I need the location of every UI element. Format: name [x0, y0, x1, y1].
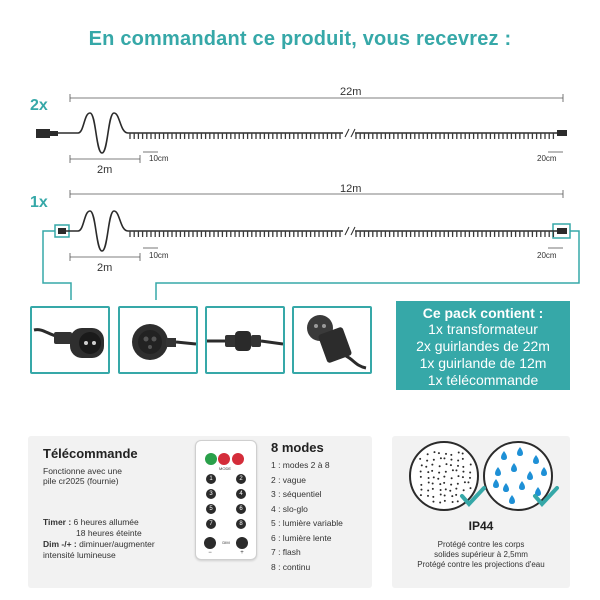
remote-dim-line2: intensité lumineuse — [43, 550, 116, 560]
dust-particle — [445, 453, 447, 455]
quantity-12m: 1x — [30, 194, 48, 211]
dust-particle — [444, 494, 446, 496]
dust-particle — [440, 457, 442, 459]
remote-key-8: 8 — [236, 519, 246, 529]
dust-particle — [451, 495, 453, 497]
remote-key-1: 1 — [206, 474, 216, 484]
dust-particle — [433, 459, 435, 461]
dust-particle — [452, 469, 454, 471]
remote-timer-line1 — [43, 517, 139, 527]
dust-particle — [432, 501, 434, 503]
mode-item: 6 : lumière lente — [271, 532, 332, 543]
mode-item: 4 : slo-glo — [271, 503, 308, 514]
pack-item-remote: 1x télécommande — [427, 372, 539, 388]
dust-particle — [450, 464, 452, 466]
garland-22m — [36, 113, 567, 153]
transformer-icon — [294, 308, 370, 372]
dust-particle — [444, 500, 446, 502]
extension-connector-icon — [207, 308, 283, 372]
dust-particle — [420, 484, 422, 486]
dust-particle — [419, 458, 421, 460]
dust-particle — [432, 496, 434, 498]
dust-particle — [455, 494, 457, 496]
dust-particle — [427, 495, 429, 497]
dust-particle — [443, 482, 445, 484]
dust-particle — [451, 477, 453, 479]
modes-title: 8 modes — [271, 440, 324, 455]
dust-particle — [445, 488, 447, 490]
dust-particle — [463, 489, 465, 491]
dust-particle — [469, 477, 471, 479]
bulb-spacing-end-12m: 20cm — [537, 251, 557, 260]
dust-particle — [439, 465, 441, 467]
mode-item: 8 : continu — [271, 561, 311, 572]
dust-particle — [462, 466, 464, 468]
remote-key-6: 6 — [236, 504, 246, 514]
dust-particle — [470, 463, 472, 465]
remote-key-3: 3 — [206, 489, 216, 499]
dust-particle — [438, 452, 440, 454]
pack-contents-panel — [396, 301, 570, 390]
bulb-spacing-start-22m: 10cm — [149, 154, 169, 163]
mode-item: 1 : modes 2 à 8 — [271, 460, 330, 470]
extension-connector-box — [205, 306, 285, 374]
remote-key-7: 7 — [206, 519, 216, 529]
dust-particle — [440, 493, 442, 495]
dust-particle — [426, 460, 428, 462]
remote-control-image — [195, 440, 257, 560]
dust-particle — [462, 471, 464, 473]
dust-particle — [427, 471, 429, 473]
timer-on: 6 heures allumée — [71, 517, 139, 527]
dust-particle — [449, 490, 451, 492]
dust-particle — [420, 476, 422, 478]
plus-sign: + — [240, 550, 244, 556]
bulb-spacing-end-22m: 20cm — [537, 154, 557, 163]
dust-particle — [469, 471, 471, 473]
male-connector-icon — [32, 308, 108, 372]
mode-item: 2 : vague — [271, 474, 306, 485]
mode-label: MODE — [219, 466, 231, 471]
length-label-12m: 12m — [340, 183, 362, 195]
dust-particle — [431, 470, 433, 472]
dimension-line-12m — [70, 190, 563, 261]
remote-battery-line1: Fonctionne avec une — [43, 466, 122, 476]
dust-particle — [455, 488, 457, 490]
remote-key-2: 2 — [236, 474, 246, 484]
mode-item: 3 : séquentiel — [271, 489, 322, 499]
dim-key-label: DIM — [222, 540, 230, 545]
dim-minus-key — [204, 537, 216, 549]
remote-battery-line2: pile cr2025 (fournie) — [43, 476, 119, 486]
lead-length-12m: 2m — [97, 262, 113, 274]
bulb-spacing-start-12m: 10cm — [149, 251, 169, 260]
ip-description-line2: solides supérieur à 2,5mm — [434, 550, 528, 559]
dust-particle — [462, 476, 464, 478]
dust-particle — [420, 494, 422, 496]
pack-item-transformer: 1x transformateur — [428, 321, 538, 337]
dust-particle — [432, 488, 434, 490]
dust-particle — [455, 469, 457, 471]
female-connector-icon — [120, 308, 196, 372]
dust-particle — [443, 457, 445, 459]
dim-label: Dim -/+ : — [43, 539, 77, 549]
dust-particle — [427, 453, 429, 455]
dust-particle — [428, 477, 430, 479]
dust-particle — [439, 483, 441, 485]
quantity-22m: 2x — [30, 97, 48, 114]
pack-item-garland-12m: 1x guirlande de 12m — [419, 355, 547, 371]
dust-particle — [439, 501, 441, 503]
dust-particle — [450, 454, 452, 456]
dust-particle — [457, 465, 459, 467]
remote-timer-line2: 18 heures éteinte — [76, 528, 142, 538]
dust-particle — [452, 501, 454, 503]
dim-description: diminuer/augmenter — [76, 539, 155, 549]
dust-particle — [431, 464, 433, 466]
pack-contents-title: Ce pack contient : — [422, 305, 544, 321]
dust-particle — [450, 484, 452, 486]
ip-description-line3: Protégé contre les projections d'eau — [417, 560, 545, 569]
dust-particle — [433, 451, 435, 453]
dust-particle — [457, 475, 459, 477]
dust-particle — [428, 481, 430, 483]
dust-particle — [457, 483, 459, 485]
dust-particle — [457, 500, 459, 502]
dust-particle — [438, 472, 440, 474]
pack-item-garland-22m: 2x guirlandes de 22m — [416, 338, 550, 354]
remote-title: Télécommande — [43, 446, 138, 461]
dust-particle — [462, 452, 464, 454]
dust-particle — [445, 471, 447, 473]
dimension-line-22m — [70, 94, 563, 163]
dust-particle — [421, 464, 423, 466]
dust-particle — [450, 459, 452, 461]
lead-length-22m: 2m — [97, 164, 113, 176]
ip-rating-title: IP44 — [468, 519, 494, 533]
length-label-22m: 22m — [340, 86, 362, 98]
dust-particle — [427, 489, 429, 491]
bulbs-12m — [130, 231, 553, 237]
dust-particle — [445, 463, 447, 465]
timer-label: Timer : — [43, 517, 72, 527]
transformer-box — [292, 306, 372, 374]
dust-particle — [458, 451, 460, 453]
dust-particle — [467, 481, 469, 483]
dust-particle — [437, 478, 439, 480]
dust-particle — [420, 489, 422, 491]
female-connector-box — [118, 306, 198, 374]
remote-key-4: 4 — [236, 489, 246, 499]
remote-key-5: 5 — [206, 504, 216, 514]
page-title: En commandant ce produit, vous recevrez : — [88, 28, 512, 50]
bulbs-22m — [130, 133, 553, 139]
ip-description-line1: Protégé contre les corps — [437, 540, 525, 549]
dust-particle — [464, 481, 466, 483]
dust-particle — [443, 476, 445, 478]
minus-sign: − — [208, 550, 212, 556]
dust-particle — [433, 476, 435, 478]
ip-rating-illustration — [392, 436, 570, 516]
dust-particle — [457, 459, 459, 461]
dust-particle — [440, 489, 442, 491]
male-connector-box — [30, 306, 110, 374]
dim-plus-key — [236, 537, 248, 549]
dust-particle — [462, 458, 464, 460]
mode-item: 7 : flash — [271, 547, 301, 557]
dust-particle — [469, 487, 471, 489]
dust-particle — [420, 470, 422, 472]
dust-particle — [432, 482, 434, 484]
remote-dim-line1 — [43, 539, 155, 549]
dust-particle — [425, 466, 427, 468]
mode-item: 5 : lumière variable — [271, 518, 343, 528]
